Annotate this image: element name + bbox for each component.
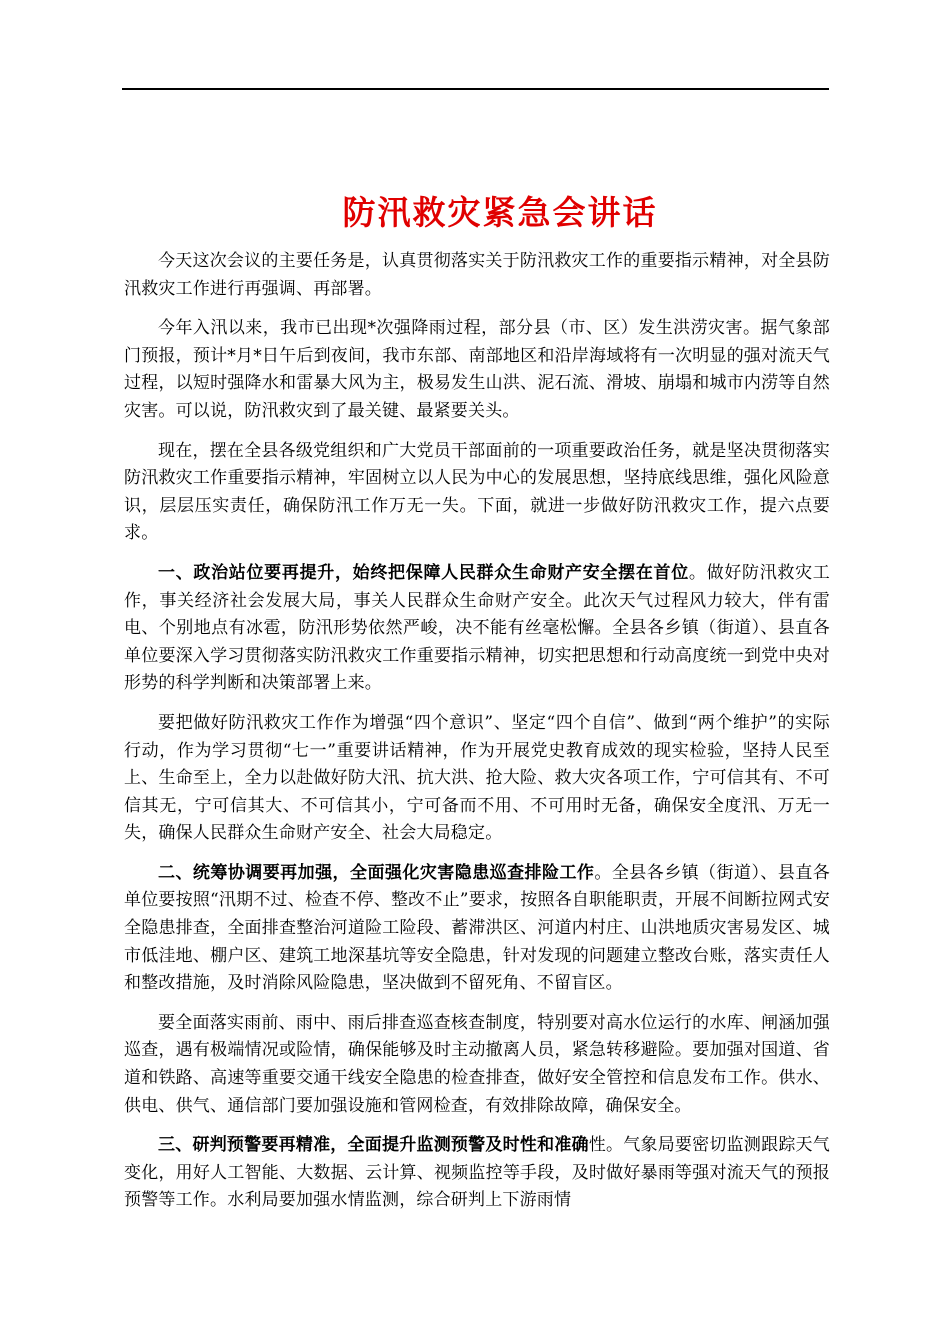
section-heading: 一、政治站位要再提升，始终把保障人民群众生命财产安全摆在首位 — [158, 562, 689, 583]
paragraph-text: 要全面落实雨前、雨中、雨后排查巡查核查制度，特别要对高水位运行的水库、闸涵加强巡查，遇有极端情况或险情，确保能够及时主动撤离人员，紧急转移避险。要加强对国道、省道和铁路、高速等重要交通干线安全隐患的检查排查，做好安全管控和信息发布工作。供水、供电、供气、通信部门要加强设施和管网检查，有效排除故障，确保安全。 — [124, 1012, 830, 1116]
paragraph-5 — [124, 710, 830, 848]
paragraph-text: 现在，摆在全县各级党组织和广大党员干部面前的一项重要政治任务，就是坚决贯彻落实防汛救灾工作重要指示精神，牢固树立以人民为中心的发展思想，坚持底线思维，强化风险意识，层层压实责任，确保防汛工作万无一失。下面，就进一步做好防汛救灾工作，提六点要求。 — [124, 440, 830, 544]
paragraph-8 — [124, 1132, 830, 1215]
paragraph-text: 今年入汛以来，我市已出现*次强降雨过程，部分县（市、区）发生洪涝灾害。据气象部门预报，预计*月*日午后到夜间，我市东部、南部地区和沿岸海域将有一次明显的强对流天气过程，以短时强降水和雷暴大风为主，极易发生山洪、泥石流、滑坡、崩塌和城市内涝等自然灾害。可以说，防汛救灾到了最关键、最紧要关头。 — [124, 318, 830, 421]
paragraph-4 — [124, 560, 830, 698]
paragraph-text: 。全县各乡镇（街道）、县直各单位要按照“汛期不过、检查不停、整改不止”要求，按照各自职能职责，开展不间断拉网式安全隐患排查，全面排查整治河道险工险段、蓄滞洪区、河道内村庄、山洪地质灾害易发区、城市低洼地、棚户区、建筑工地深基坑等安全隐患，针对发现的问题建立整改台账，落实责任人和整改措施，及时消除风险隐患，坚决做到不留死角、不留盲区。 — [124, 862, 830, 994]
paragraph-6 — [124, 860, 830, 998]
document-title: 防汛救灾紧急会讲话 — [342, 193, 658, 232]
header-rule — [122, 88, 829, 90]
paragraph-text: 今天这次会议的主要任务是，认真贯彻落实关于防汛救灾工作的重要指示精神，对全县防汛救灾工作进行再强调、再部署。 — [124, 251, 830, 299]
paragraph-2 — [124, 315, 830, 425]
document-body — [124, 248, 830, 1227]
paragraph-3 — [124, 438, 830, 548]
paragraph-text: 。做好防汛救灾工作，事关经济社会发展大局，事关人民群众生命财产安全。此次天气过程风力较大，伴有雷电、个别地点有冰雹，防汛形势依然严峻，决不能有丝毫松懈。全县各乡镇（街道）、县直各单位要深入学习贯彻落实防汛救灾工作重要指示精神，切实把思想和行动高度统一到党中央对形势的科学判断和决策部署上来。 — [124, 562, 831, 694]
paragraph-text: 要把做好防汛救灾工作作为增强“四个意识”、坚定“四个自信”、做到“两个维护”的实际行动，作为学习贯彻“七一”重要讲话精神，作为开展党史教育成效的现实检验，坚持人民至上、生命至上，全力以赴做好防大汛、抗大洪、抢大险、救大灾各项工作，宁可信其有、不可信其无，宁可信其大、不可信其小，宁可备而不用、不可用时无备，确保安全度汛、万无一失，确保人民群众生命财产安全、社会大局稳定。 — [124, 712, 830, 844]
section-heading: 二、统筹协调要再加强，全面强化灾害隐患巡查排险工作 — [158, 862, 595, 883]
paragraph-7 — [124, 1010, 830, 1120]
paragraph-text: 性。气象局要密切监测跟踪天气变化，用好人工智能、大数据、云计算、视频监控等手段，及时做好暴雨等强对流天气的预报预警等工作。水利局要加强水情监测，综合研判上下游雨情 — [124, 1135, 830, 1211]
paragraph-1 — [124, 248, 830, 303]
section-heading: 三、研判预警要再精准，全面提升监测预警及时性和准确 — [158, 1135, 589, 1156]
